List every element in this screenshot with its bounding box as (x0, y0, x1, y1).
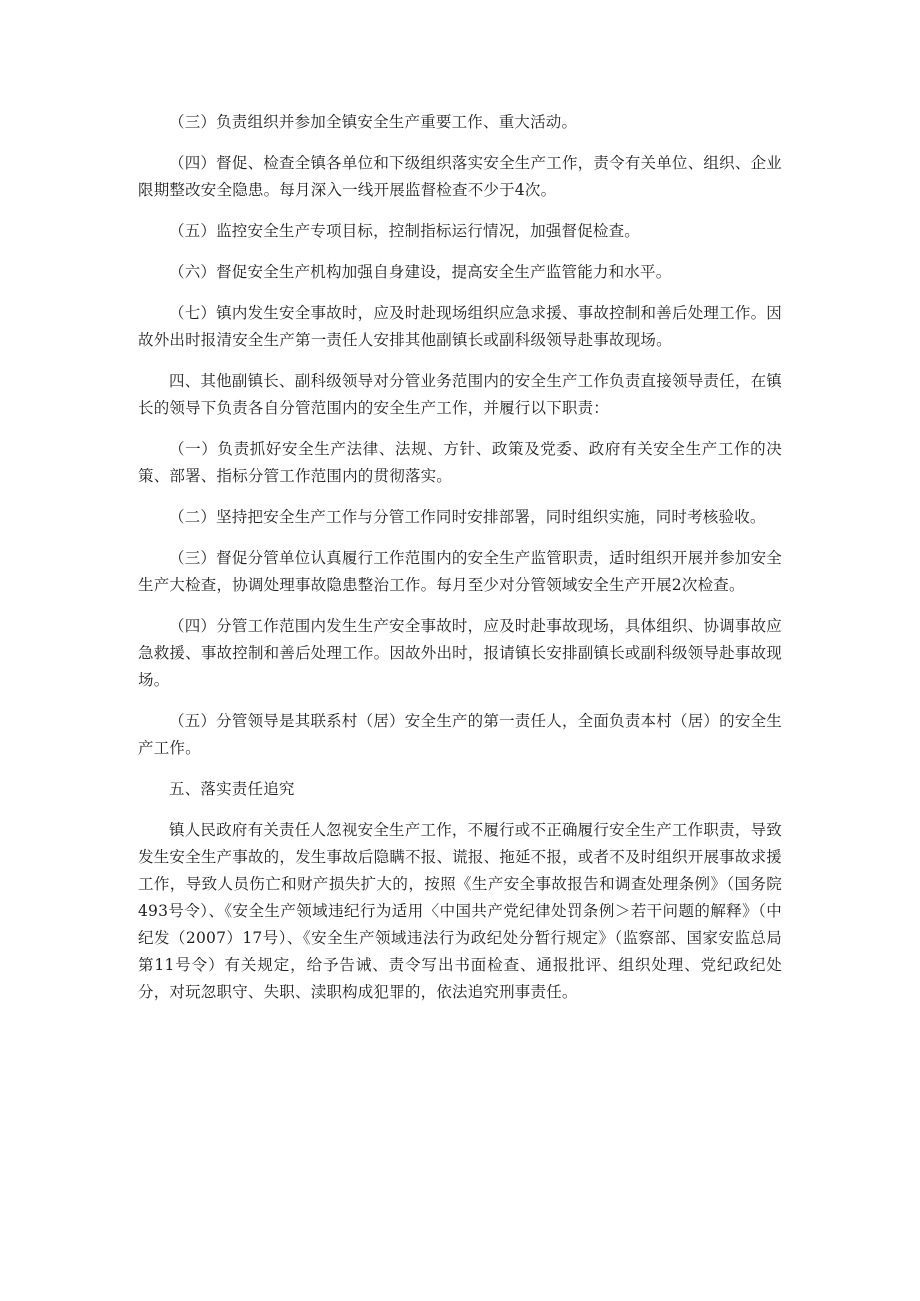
paragraph-duty-4: （四）督促、检查全镇各单位和下级组织落实安全生产工作，责令有关单位、组织、企业限期整改安全隐患。每月深入一线开展监督检查不少于4次。 (138, 154, 782, 199)
section-5-heading: 五、落实责任追究 (169, 780, 295, 798)
paragraph-section4-duty-3: （三）督促分管单位认真履行工作范围内的安全生产监管职责，适时组织开展并参加安全生产大检查，协调处理事故隐患整治工作。每月至少对分管领域安全生产开展2次检查。 (138, 549, 782, 594)
paragraph-duty-3: （三）负责组织并参加全镇安全生产重要工作、重大活动。 (169, 113, 578, 131)
paragraph-accountability: 镇人民政府有关责任人忽视安全生产工作，不履行或不正确履行安全生产工作职责，导致发生安全生产事故的，发生事故后隐瞒不报、谎报、拖延不报，或者不及时组织开展事故求援工作，导致人员伤亡和财产损失扩大的，按照《生产安全事故报告和调查处理条例》（国务院493号令）、《安全生产领域违纪行为适用〈中国共产党纪律处罚条例＞若干问题的解释》（中纪发（2007）17号）、《安全生产领域违法行为政纪处分暂行规定》（监察部、国家安监总局第11号令）有关规定，给予告诫、责令写出书面检查、通报批评、组织处理、党纪政纪处分，对玩忽职守、失职、渎职构成犯罪的，依法追究刑事责任。 (138, 821, 782, 1001)
paragraph-duty-6: （六）督促安全生产机构加强自身建设，提高安全生产监管能力和水平。 (169, 263, 672, 281)
paragraph-duty-7: （七）镇内发生安全事故时，应及时赴现场组织应急求援、事故控制和善后处理工作。因故外出时报清安全生产第一责任人安排其他副镇长或副科级领导赴事故现场。 (138, 304, 782, 349)
section-4-intro: 四、其他副镇长、副科级领导对分管业务范围内的安全生产工作负责直接领导责任，在镇长的领导下负责各自分管范围内的安全生产工作，并履行以下职责： (138, 372, 782, 417)
paragraph-section4-duty-4: （四）分管工作范围内发生生产安全事故时，应及时赴事故现场，具体组织、协调事故应急救援、事故控制和善后处理工作。因故外出时，报请镇长安排副镇长或副科级领导赴事故现场。 (138, 617, 782, 689)
paragraph-section4-duty-1: （一）负责抓好安全生产法律、法规、方针、政策及党委、政府有关安全生产工作的决策、部署、指标分管工作范围内的贯彻落实。 (138, 440, 782, 485)
paragraph-duty-5: （五）监控安全生产专项目标，控制指标运行情况，加强督促检查。 (169, 222, 641, 240)
paragraph-section4-duty-5: （五）分管领导是其联系村（居）安全生产的第一责任人，全面负责本村（居）的安全生产工作。 (138, 712, 782, 757)
paragraph-section4-duty-2: （二）坚持把安全生产工作与分管工作同时安排部署，同时组织实施，同时考核验收。 (169, 508, 766, 526)
